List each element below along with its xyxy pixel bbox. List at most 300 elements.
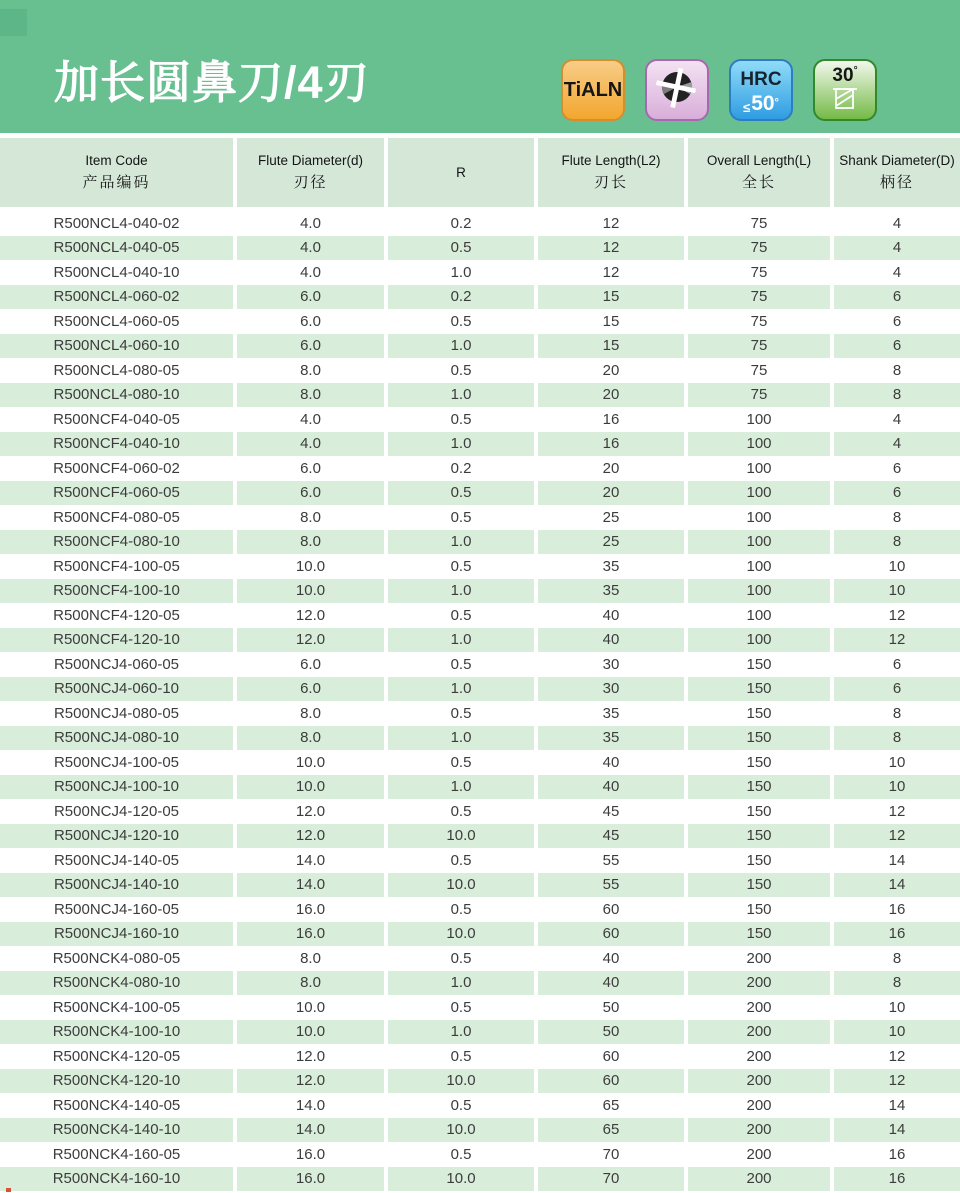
- table-row: [0, 285, 960, 310]
- cell-item-code: R500NCK4-160-10: [0, 1167, 233, 1192]
- page-edge-mark: [6, 1188, 11, 1192]
- cell-value: 12.0: [237, 1069, 384, 1094]
- column-header-2: [388, 138, 534, 207]
- cell-value: 10.0: [388, 1167, 534, 1192]
- cell-item-code: R500NCJ4-140-05: [53, 851, 180, 869]
- cell-value: 16: [834, 922, 960, 947]
- table-row: [0, 628, 960, 653]
- cell-value: 16: [888, 900, 906, 918]
- cell-value: 70: [538, 1167, 684, 1192]
- cell-value: 50: [538, 1020, 684, 1045]
- cell-value: 10: [888, 557, 906, 575]
- cell-value: 10: [888, 998, 906, 1016]
- cell-value: 20: [602, 361, 620, 379]
- cell-value: 100: [688, 481, 830, 506]
- table-row: [0, 897, 960, 922]
- cell-value: 100: [688, 432, 830, 457]
- column-header-3: [538, 138, 684, 207]
- cell-item-code: R500NCF4-060-02: [53, 459, 180, 477]
- cell-value: 75: [688, 334, 830, 359]
- cell-value: 8: [892, 704, 902, 722]
- cell-value: 8.0: [300, 508, 321, 526]
- cell-value: 40: [602, 606, 620, 624]
- cell-value: 75: [750, 361, 768, 379]
- column-header-zh: 刃径: [293, 174, 328, 191]
- cell-value: 200: [688, 971, 830, 996]
- cell-value: 60: [538, 1069, 684, 1094]
- cell-value: 6.0: [237, 677, 384, 702]
- cell-value: 150: [746, 753, 772, 771]
- cell-value: 6: [834, 677, 960, 702]
- cell-item-code: R500NCF4-040-10: [0, 432, 233, 457]
- table-row: [0, 1044, 960, 1069]
- cell-item-code: R500NCK4-140-05: [52, 1096, 181, 1114]
- cell-item-code: R500NCL4-040-10: [53, 263, 180, 281]
- cell-value: 4: [834, 236, 960, 261]
- cell-value: 60: [538, 922, 684, 947]
- table-row: [0, 873, 960, 898]
- table-row: [0, 799, 960, 824]
- cell-value: 15: [602, 312, 620, 330]
- cell-value: 0.5: [450, 508, 472, 526]
- cell-value: 20: [538, 383, 684, 408]
- cell-value: 200: [746, 1047, 772, 1065]
- cell-item-code: R500NCL4-080-10: [0, 383, 233, 408]
- cell-value: 200: [688, 1020, 830, 1045]
- table-row: [0, 1167, 960, 1192]
- cell-value: 16: [834, 1167, 960, 1192]
- table-row: [0, 824, 960, 849]
- cell-value: 25: [538, 530, 684, 555]
- cell-item-code: R500NCK4-160-05: [52, 1145, 181, 1163]
- cell-value: 150: [688, 873, 830, 898]
- cell-value: 8: [834, 971, 960, 996]
- lte-symbol: ≤: [743, 100, 751, 115]
- cell-value: 0.5: [450, 655, 472, 673]
- cell-value: 4.0: [300, 410, 321, 428]
- cell-value: 16: [888, 1145, 906, 1163]
- cell-item-code: R500NCJ4-080-10: [0, 726, 233, 751]
- cell-value: 10: [834, 1020, 960, 1045]
- cell-value: 10.0: [237, 775, 384, 800]
- cell-value: 0.5: [450, 998, 472, 1016]
- cell-value: 4: [892, 410, 902, 428]
- cell-value: 4: [892, 214, 902, 232]
- hrc-value-row: [743, 92, 779, 114]
- cell-value: 6.0: [237, 334, 384, 359]
- column-header-en: Shank Diameter(D): [839, 153, 955, 168]
- cell-value: 10: [888, 753, 906, 771]
- cell-value: 150: [688, 726, 830, 751]
- cell-value: 35: [602, 557, 620, 575]
- page-title: 加长圆鼻刀/4刃: [54, 57, 370, 108]
- cell-value: 4.0: [237, 236, 384, 261]
- cell-value: 150: [746, 900, 772, 918]
- cell-value: 6.0: [237, 285, 384, 310]
- cell-value: 16: [602, 410, 620, 428]
- cell-value: 10.0: [388, 1118, 534, 1143]
- attribute-badges: [561, 59, 877, 121]
- cell-value: 35: [538, 579, 684, 604]
- cell-item-code: R500NCF4-120-05: [53, 606, 180, 624]
- cell-value: 12: [538, 236, 684, 261]
- column-header-en: Flute Length(L2): [561, 153, 661, 168]
- cell-item-code: R500NCK4-100-05: [52, 998, 181, 1016]
- cell-value: 200: [688, 1167, 830, 1192]
- cell-value: 8.0: [237, 726, 384, 751]
- cell-value: 10.0: [237, 579, 384, 604]
- cell-value: 100: [746, 606, 772, 624]
- cell-value: 12: [888, 802, 906, 820]
- cell-value: 4: [834, 432, 960, 457]
- cell-item-code: R500NCK4-140-10: [0, 1118, 233, 1143]
- cell-value: 1.0: [388, 432, 534, 457]
- table-row: [0, 848, 960, 873]
- helix-degree-symbol: °: [853, 65, 858, 76]
- cell-value: 6: [834, 481, 960, 506]
- table-row: [0, 1142, 960, 1167]
- cell-value: 15: [538, 334, 684, 359]
- cell-value: 12: [602, 263, 620, 281]
- cell-value: 12.0: [237, 628, 384, 653]
- cell-value: 200: [746, 1145, 772, 1163]
- cell-value: 30: [538, 677, 684, 702]
- table-row: [0, 530, 960, 555]
- cell-value: 12.0: [295, 606, 326, 624]
- cell-value: 12: [834, 1069, 960, 1094]
- cell-value: 40: [602, 753, 620, 771]
- cell-value: 6: [834, 285, 960, 310]
- table-row: [0, 677, 960, 702]
- cell-item-code: R500NCJ4-120-10: [0, 824, 233, 849]
- table-row: [0, 1118, 960, 1143]
- cell-value: 55: [602, 851, 620, 869]
- cell-value: 0.5: [450, 900, 472, 918]
- cell-item-code: R500NCF4-080-10: [0, 530, 233, 555]
- cell-item-code: R500NCF4-120-10: [0, 628, 233, 653]
- cell-value: 8.0: [300, 949, 321, 967]
- cell-value: 8.0: [300, 704, 321, 722]
- cell-value: 16.0: [237, 922, 384, 947]
- column-header-4: [688, 138, 830, 207]
- column-header-zh: 全长: [741, 174, 776, 191]
- table-row: [0, 211, 960, 236]
- table-row: [0, 726, 960, 751]
- cell-value: 75: [688, 285, 830, 310]
- cell-item-code: R500NCL4-040-02: [53, 214, 180, 232]
- cell-value: 0.5: [450, 312, 472, 330]
- table-row: [0, 481, 960, 506]
- cell-value: 55: [538, 873, 684, 898]
- cell-value: 8: [834, 726, 960, 751]
- table-body: [0, 211, 960, 1191]
- cell-value: 150: [746, 704, 772, 722]
- cell-value: 10.0: [388, 922, 534, 947]
- cell-value: 0.5: [450, 1096, 472, 1114]
- cell-value: 150: [688, 922, 830, 947]
- cell-value: 15: [538, 285, 684, 310]
- cell-value: 20: [602, 459, 620, 477]
- cell-value: 0.2: [450, 214, 472, 232]
- cell-value: 40: [538, 628, 684, 653]
- cell-value: 8: [834, 383, 960, 408]
- cell-value: 12: [888, 1047, 906, 1065]
- table-row: [0, 579, 960, 604]
- cell-value: 8: [834, 530, 960, 555]
- cell-value: 12: [888, 606, 906, 624]
- table-row: [0, 432, 960, 457]
- cell-value: 40: [538, 971, 684, 996]
- cell-value: 200: [746, 1096, 772, 1114]
- cell-value: 12.0: [237, 824, 384, 849]
- table-row: [0, 236, 960, 261]
- cell-value: 100: [746, 508, 772, 526]
- table-row: [0, 652, 960, 677]
- cell-value: 8.0: [237, 530, 384, 555]
- cell-value: 1.0: [388, 677, 534, 702]
- cell-item-code: R500NCK4-080-05: [52, 949, 181, 967]
- cell-item-code: R500NCK4-120-10: [0, 1069, 233, 1094]
- cell-value: 0.5: [450, 1047, 472, 1065]
- cell-value: 75: [750, 263, 768, 281]
- cell-value: 45: [538, 824, 684, 849]
- cell-value: 150: [746, 655, 772, 673]
- cell-item-code: R500NCK4-080-10: [0, 971, 233, 996]
- cell-item-code: R500NCJ4-120-05: [53, 802, 180, 820]
- cell-value: 100: [746, 459, 772, 477]
- cell-value: 1.0: [388, 383, 534, 408]
- four-flute-cross-section-badge: [645, 59, 709, 121]
- cell-item-code: R500NCJ4-140-10: [0, 873, 233, 898]
- helix-angle-badge: [813, 59, 877, 121]
- cell-value: 14.0: [237, 873, 384, 898]
- cell-value: 60: [602, 900, 620, 918]
- cell-value: 14: [834, 873, 960, 898]
- table-row: [0, 334, 960, 359]
- hrc-label: HRC: [740, 69, 782, 90]
- cell-item-code: R500NCJ4-060-10: [0, 677, 233, 702]
- table-row: [0, 603, 960, 628]
- table-row: [0, 456, 960, 481]
- column-header-en: Item Code: [85, 153, 148, 168]
- column-header-en: Overall Length(L): [706, 153, 812, 168]
- cell-item-code: R500NCF4-100-05: [53, 557, 180, 575]
- cell-value: 0.5: [450, 704, 472, 722]
- cell-item-code: R500NCJ4-080-05: [53, 704, 180, 722]
- cell-value: 6: [834, 334, 960, 359]
- table-row: [0, 309, 960, 334]
- cell-value: 150: [688, 677, 830, 702]
- tialn-label: TiALN: [563, 78, 623, 101]
- cell-value: 100: [746, 557, 772, 575]
- cell-value: 75: [750, 312, 768, 330]
- cell-value: 16.0: [295, 1145, 326, 1163]
- cell-value: 1.0: [388, 530, 534, 555]
- cell-item-code: R500NCJ4-060-05: [53, 655, 180, 673]
- cell-value: 10.0: [237, 1020, 384, 1045]
- table-row: [0, 383, 960, 408]
- cell-value: 6: [892, 459, 902, 477]
- cell-value: 1.0: [388, 334, 534, 359]
- cell-value: 200: [746, 998, 772, 1016]
- cell-item-code: R500NCK4-100-10: [0, 1020, 233, 1045]
- cell-value: 0.5: [450, 753, 472, 771]
- column-header-5: [834, 138, 960, 207]
- cell-value: 0.5: [450, 606, 472, 624]
- cell-value: 16.0: [295, 900, 326, 918]
- cell-value: 0.2: [450, 459, 472, 477]
- column-header-0: [0, 138, 233, 207]
- cell-value: 8: [892, 361, 902, 379]
- cell-value: 100: [688, 579, 830, 604]
- column-header-zh: 刃长: [593, 174, 628, 191]
- table-row: [0, 260, 960, 285]
- cell-value: 14.0: [237, 1118, 384, 1143]
- cell-value: 12.0: [295, 1047, 326, 1065]
- column-header-zh: 产品编码: [82, 174, 151, 191]
- cell-value: 6.0: [300, 655, 321, 673]
- cell-value: 30: [602, 655, 620, 673]
- cell-item-code: R500NCL4-060-10: [0, 334, 233, 359]
- cell-value: 10.0: [388, 824, 534, 849]
- table-row: [0, 1069, 960, 1094]
- cell-value: 150: [746, 851, 772, 869]
- cell-value: 14: [834, 1118, 960, 1143]
- helix-angle-icon: [830, 85, 860, 116]
- cell-value: 150: [688, 824, 830, 849]
- four-flute-cross-section-icon: [655, 66, 699, 115]
- cell-item-code: R500NCF4-080-05: [53, 508, 180, 526]
- cell-value: 6.0: [300, 312, 321, 330]
- cell-value: 150: [746, 802, 772, 820]
- table-row: [0, 505, 960, 530]
- table-row: [0, 922, 960, 947]
- table-row: [0, 554, 960, 579]
- hrc-hardness-badge: [729, 59, 793, 121]
- table-row: [0, 995, 960, 1020]
- cell-value: 1.0: [388, 1020, 534, 1045]
- cell-value: 6.0: [237, 481, 384, 506]
- helix-value: 30: [832, 65, 854, 86]
- cell-value: 4.0: [300, 263, 321, 281]
- cell-value: 65: [538, 1118, 684, 1143]
- cell-value: 1.0: [388, 579, 534, 604]
- cell-item-code: R500NCL4-080-05: [53, 361, 180, 379]
- cell-item-code: R500NCF4-040-05: [53, 410, 180, 428]
- cell-item-code: R500NCK4-120-05: [52, 1047, 181, 1065]
- table-row: [0, 407, 960, 432]
- cell-value: 10.0: [295, 753, 326, 771]
- column-header-en: R: [456, 165, 466, 180]
- cell-value: 14: [888, 851, 906, 869]
- cell-value: 4.0: [300, 214, 321, 232]
- cell-value: 14: [888, 1096, 906, 1114]
- corner-accent-square: [0, 9, 27, 36]
- cell-item-code: R500NCF4-100-10: [0, 579, 233, 604]
- cell-value: 35: [538, 726, 684, 751]
- cell-value: 10: [834, 579, 960, 604]
- cell-value: 75: [750, 214, 768, 232]
- cell-item-code: R500NCL4-040-05: [0, 236, 233, 261]
- cell-value: 10.0: [295, 998, 326, 1016]
- cell-value: 70: [602, 1145, 620, 1163]
- cell-value: 12: [834, 628, 960, 653]
- cell-value: 10.0: [388, 873, 534, 898]
- cell-value: 35: [602, 704, 620, 722]
- cell-value: 0.5: [450, 1145, 472, 1163]
- cell-value: 6: [892, 655, 902, 673]
- cell-value: 12.0: [295, 802, 326, 820]
- cell-value: 0.5: [450, 949, 472, 967]
- cell-item-code: R500NCL4-060-02: [0, 285, 233, 310]
- table-row: [0, 971, 960, 996]
- cell-value: 45: [602, 802, 620, 820]
- cell-value: 0.5: [450, 557, 472, 575]
- cell-value: 12: [834, 824, 960, 849]
- cell-value: 10.0: [388, 1069, 534, 1094]
- cell-value: 1.0: [388, 726, 534, 751]
- cell-value: 8.0: [237, 971, 384, 996]
- tialn-coating-badge: [561, 59, 625, 121]
- cell-value: 10.0: [295, 557, 326, 575]
- cell-item-code: R500NCJ4-160-10: [0, 922, 233, 947]
- cell-value: 75: [688, 236, 830, 261]
- cell-value: 8.0: [300, 361, 321, 379]
- cell-value: 60: [602, 1047, 620, 1065]
- cell-value: 75: [688, 383, 830, 408]
- table-row: [0, 775, 960, 800]
- cell-value: 8.0: [237, 383, 384, 408]
- cell-item-code: R500NCJ4-100-05: [53, 753, 180, 771]
- hrc-degree-symbol: °: [774, 97, 779, 109]
- table-row: [0, 750, 960, 775]
- cell-value: 1.0: [388, 971, 534, 996]
- cell-value: 200: [688, 1069, 830, 1094]
- cell-value: 200: [746, 949, 772, 967]
- cell-item-code: R500NCJ4-160-05: [53, 900, 180, 918]
- cell-value: 0.5: [450, 851, 472, 869]
- cell-value: 100: [688, 530, 830, 555]
- cell-value: 14.0: [295, 1096, 326, 1114]
- cell-item-code: R500NCJ4-100-10: [0, 775, 233, 800]
- cell-value: 4: [892, 263, 902, 281]
- column-header-en: Flute Diameter(d): [257, 153, 364, 168]
- cell-value: 1.0: [450, 263, 472, 281]
- cell-value: 0.2: [388, 285, 534, 310]
- cell-value: 100: [746, 410, 772, 428]
- cell-value: 8: [892, 949, 902, 967]
- cell-value: 10: [834, 775, 960, 800]
- cell-value: 14.0: [295, 851, 326, 869]
- table-header-row: [0, 138, 960, 207]
- cell-value: 0.5: [450, 361, 472, 379]
- cell-value: 65: [602, 1096, 620, 1114]
- table-row: [0, 1020, 960, 1045]
- cell-value: 12: [602, 214, 620, 232]
- hrc-value: 50: [751, 92, 775, 115]
- cell-value: 6.0: [300, 459, 321, 477]
- table-row: [0, 1093, 960, 1118]
- cell-value: 1.0: [388, 628, 534, 653]
- cell-value: 16.0: [237, 1167, 384, 1192]
- banner: [0, 0, 960, 133]
- table-row: [0, 358, 960, 383]
- cell-value: 25: [602, 508, 620, 526]
- table-row: [0, 701, 960, 726]
- column-header-zh: 柄径: [879, 174, 914, 191]
- helix-value-row: [832, 66, 857, 85]
- column-header-1: [237, 138, 384, 207]
